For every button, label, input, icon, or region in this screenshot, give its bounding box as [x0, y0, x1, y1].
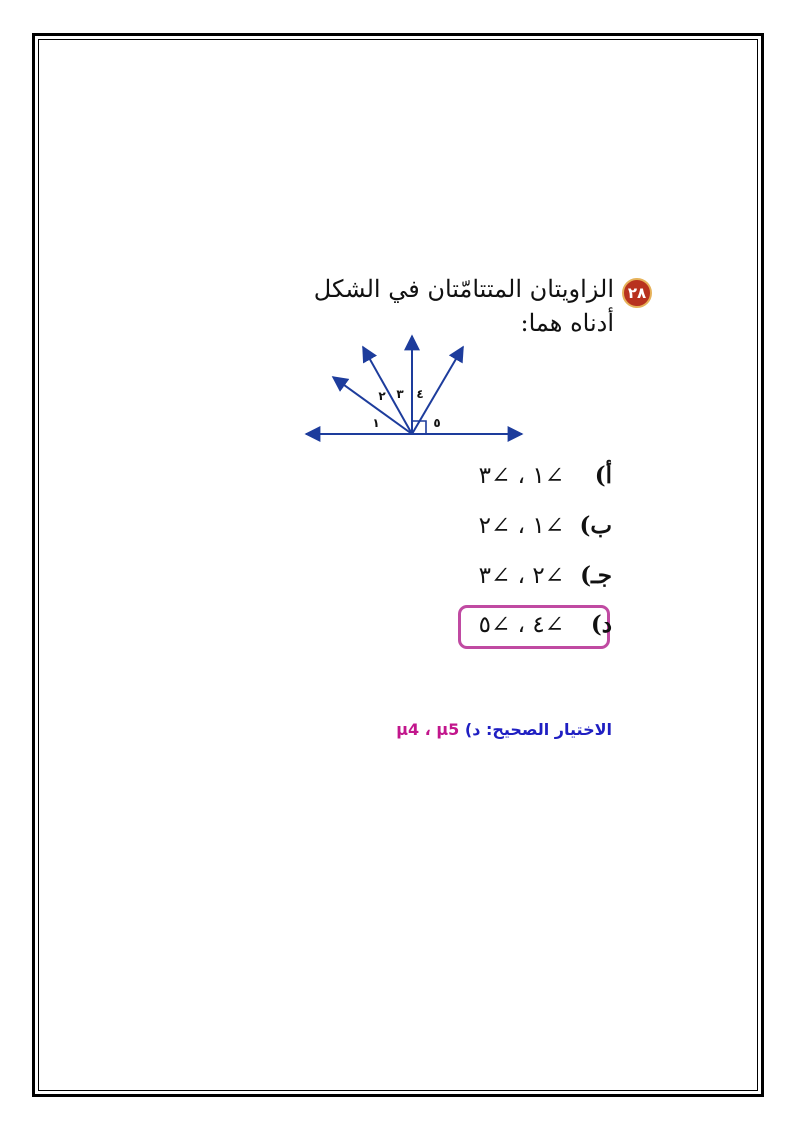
answer-label: الاختيار الصحيح: د): [464, 720, 612, 739]
question-text: الزاويتان المتتامّتان في الشكل أدناه هما:: [313, 275, 614, 337]
ray-upper-left: [363, 347, 412, 434]
angle-label-4: ٤: [416, 387, 424, 401]
choice-d-letter: د): [590, 611, 612, 638]
choice-b-text: ∠١ ، ∠٢: [478, 512, 564, 539]
choice-d[interactable]: [479, 611, 612, 638]
angle-label-1: ١: [372, 416, 380, 430]
choice-d-text: ∠٤ ، ∠٥: [478, 611, 564, 638]
page-border-inner: [38, 39, 758, 1091]
choice-b[interactable]: [479, 512, 612, 539]
angle-label-3: ٣: [396, 387, 404, 401]
choice-b-letter: ب): [579, 512, 612, 539]
angle-label-5: ٥: [433, 416, 441, 430]
question-number-badge: ٢٨: [622, 278, 652, 308]
angle-label-2: ٢: [378, 389, 386, 403]
choice-c-text: ∠٢ ، ∠٣: [478, 562, 564, 589]
choice-c[interactable]: [479, 562, 612, 589]
choice-a[interactable]: [479, 462, 612, 489]
angles-figure: [300, 330, 530, 450]
choice-a-text: ∠١ ، ∠٣: [478, 462, 564, 489]
choice-a-letter: أ): [594, 462, 612, 489]
choice-c-letter: جـ): [580, 562, 612, 589]
answer-value: µ4 ، µ5: [396, 720, 460, 739]
correct-answer-line: [396, 720, 612, 739]
